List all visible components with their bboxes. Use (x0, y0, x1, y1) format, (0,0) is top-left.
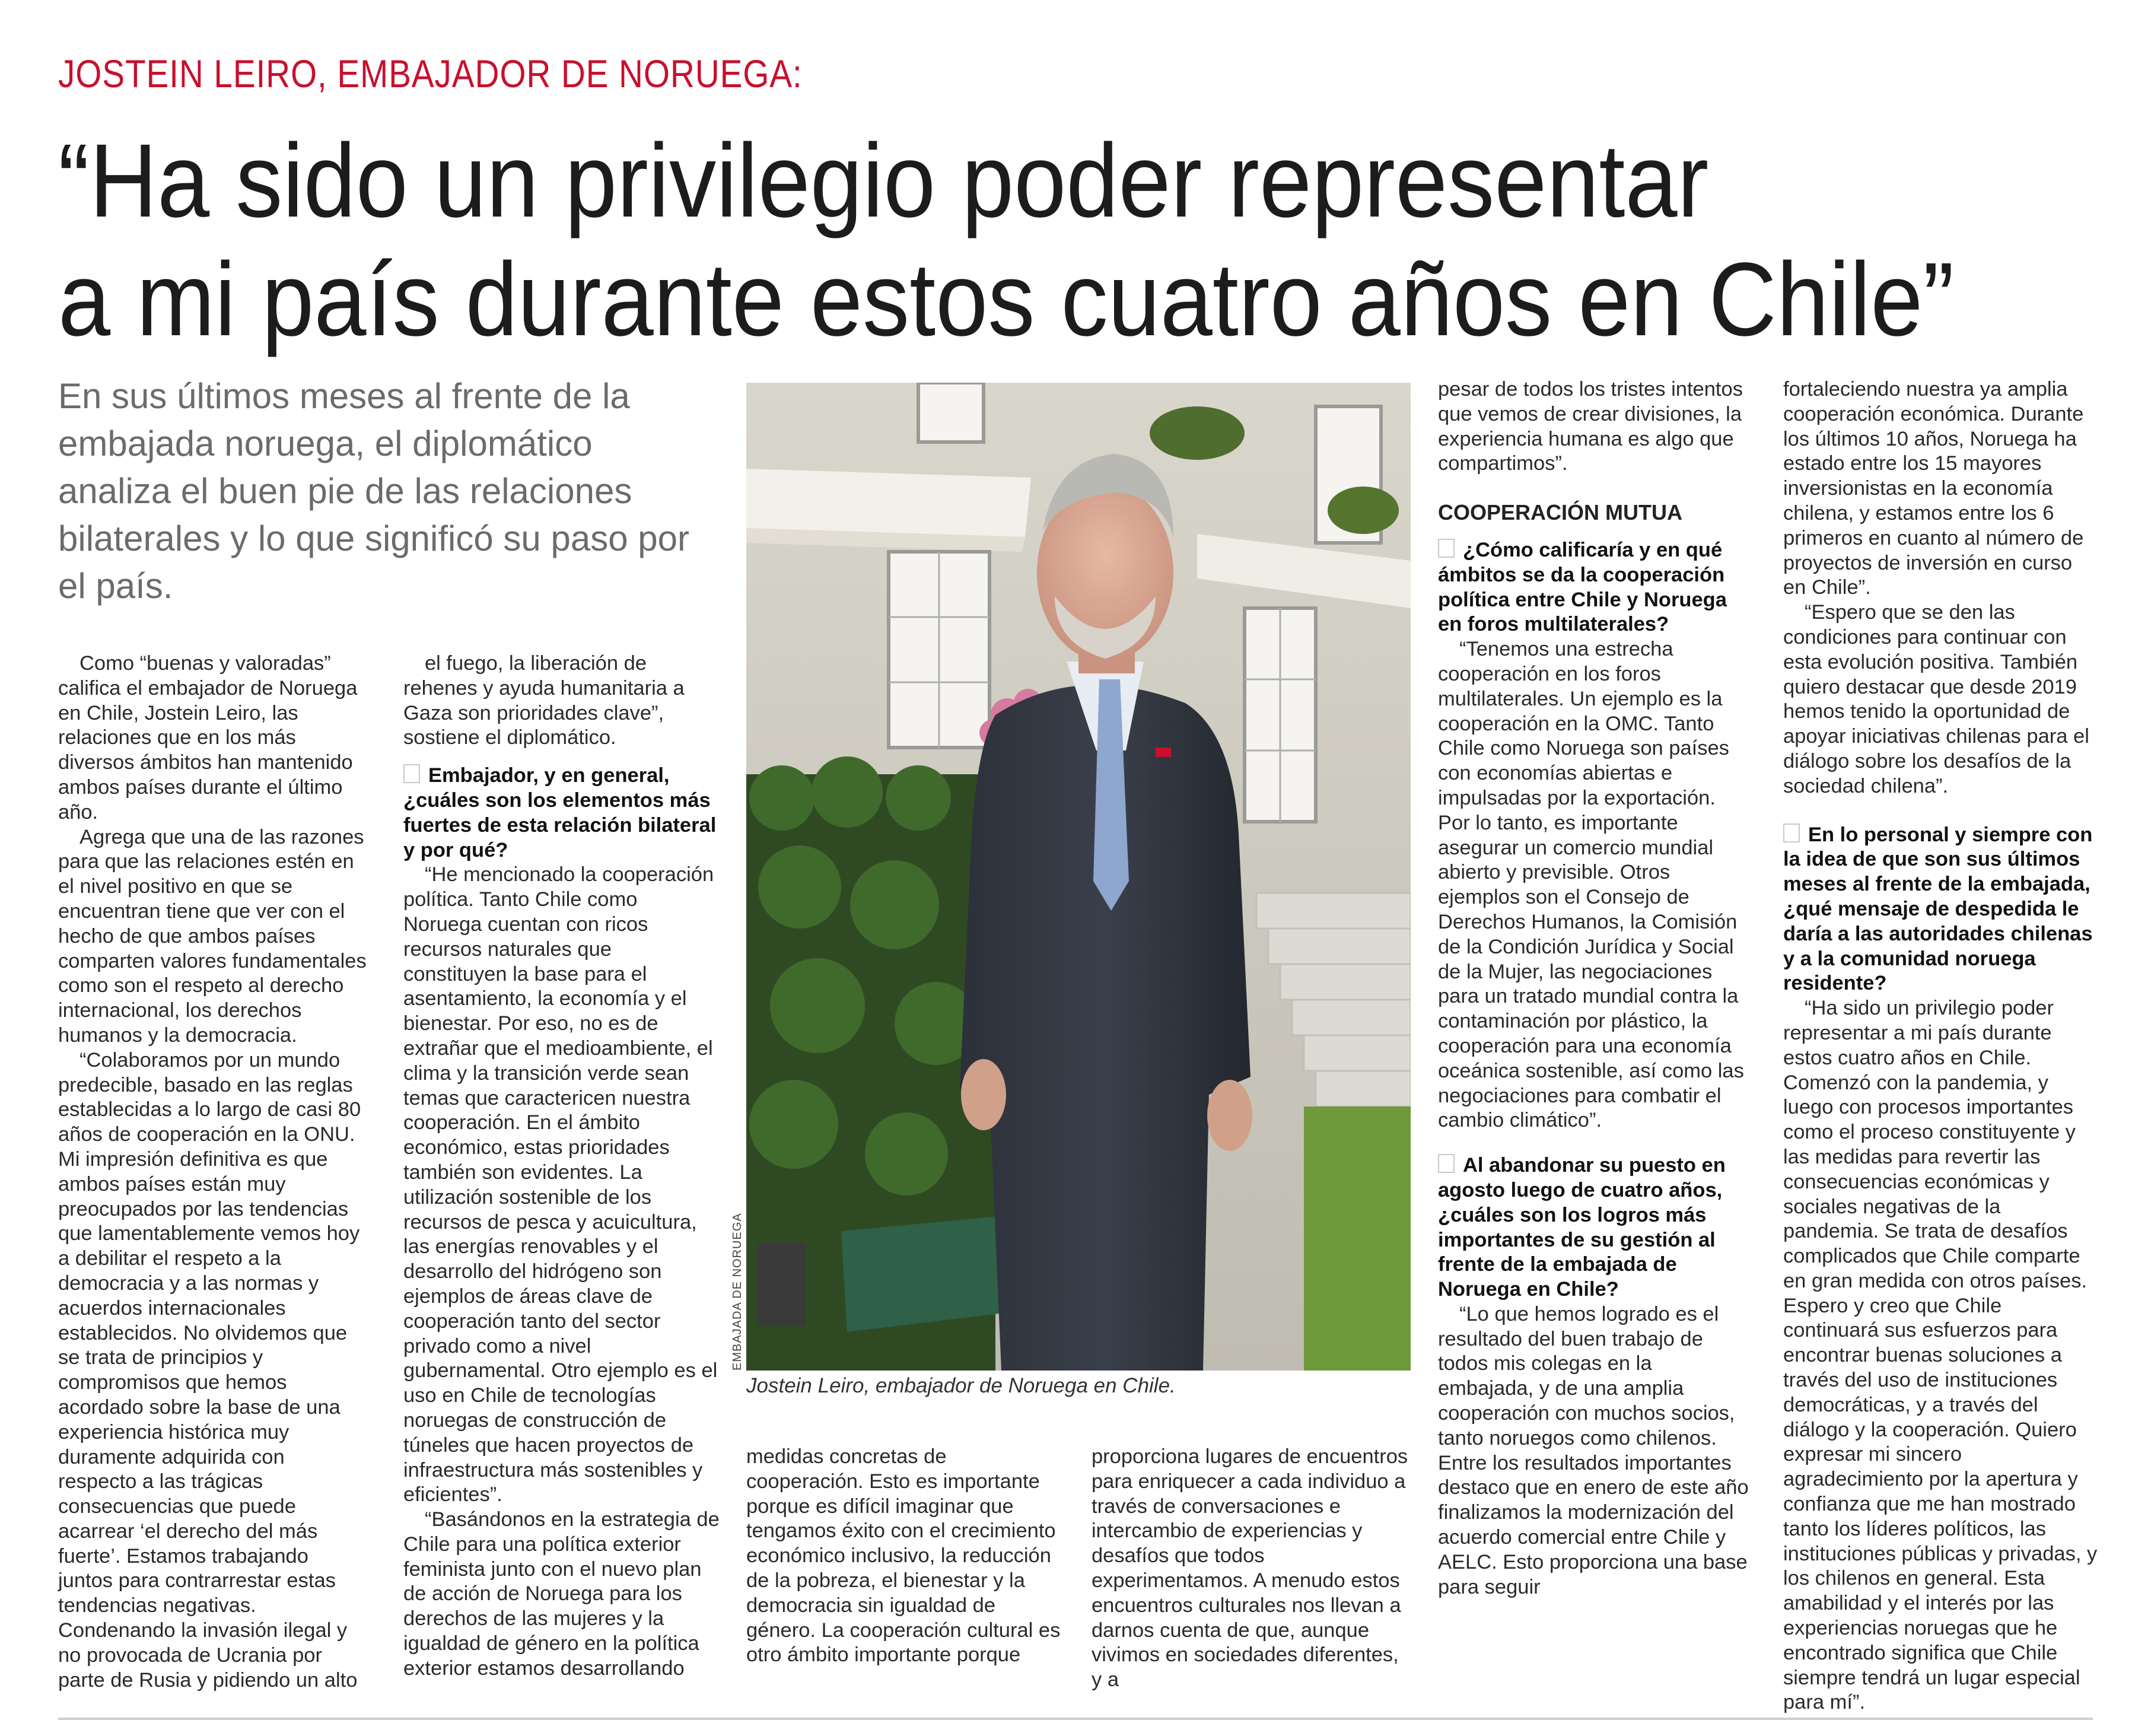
article-deck: En sus últimos meses al frente de la embajada noruega, el diplomático analiza el buen pie de las relaciones bilaterales y lo que significó su paso por el país. (58, 376, 689, 606)
column-1 (58, 651, 367, 1693)
paragraph: pesar de todos los tristes intentos que vemos de crear divisiones, la experiencia humana es algo que compartimos”. (1438, 378, 1743, 475)
interview-question (403, 764, 721, 863)
article-headline (58, 122, 1954, 359)
footer-divider (58, 1718, 2093, 1720)
interview-question (1783, 823, 2098, 997)
interview-question (1438, 1153, 1752, 1302)
interview-question (1438, 538, 1752, 637)
question-text: En lo personal y siempre con la idea de que son sus últimos meses al frente de la embajada, ¿qué mensaje de despedida le daría a las autoridades chilenas y a la comunidad noruega residente? (1783, 823, 2093, 995)
paragraph: “Tenemos una estrecha cooperación en los foros multilaterales. Un ejemplo es la cooperación en la OMC. Tanto Chile como Noruega son países con economías abiertas e impulsadas por la exportación. Por lo tanto, es importante asegurar un comercio mundial abierto y previsible. Otros ejemplos son el Consejo de Derechos Humanos, la Comisión de la Condición Jurídica y Social de la Mujer, las negociaciones para un tratado mundial contra la contaminación por plástico, la cooperación para una economía oceánica sostenible, así como las negociaciones para combatir el cambio climático”. (1438, 638, 1744, 1132)
paragraph: “Ha sido un privilegio poder representar a mi país durante estos cuatro años en Chile. Comenzó con la pandemia, y luego con procesos importantes como el proceso constituyente y las medidas para revertir las consecuencias económicas y sociales negativas de la pandemia. Se trata de desafíos complicados que Chile comparte en gran medida con otros países. Espero y creo que Chile continuará sus esfuerzos para encontrar buenas soluciones a través del uso de instituciones democráticas, y a través del diálogo y la cooperación. Quiero expresar mi sincero agradecimiento por la apertura y confianza que me han mostrado tanto los líderes políticos, las instituciones públicas y privadas, y los chilenos en general. Esta amabilidad y el interés por las experiencias noruegas que he encontrado significa que Chile siempre tendrá un lugar especial para mí”. (1783, 997, 2098, 1714)
photo-illustration (746, 383, 1411, 1371)
column-2 (403, 651, 721, 1681)
paragraph: proporciona lugares de encuentros para enriquecer a cada individuo a través de conversaciones e intercambio de experiencias y desafíos que todos experimentamos. A menudo estos encuentros culturales nos llevan a darnos cuenta de que, aunque vivimos en sociedades diferentes, y a (1092, 1445, 1408, 1692)
column-5 (1438, 377, 1752, 1600)
question-bullet-icon (403, 764, 420, 783)
ambassador-photo (746, 383, 1411, 1371)
question-bullet-icon (1783, 824, 1800, 842)
headline-line-2: a mi país durante estos cuatro años en Chile” (58, 241, 1955, 358)
photo-caption: Jostein Leiro, embajador de Noruega en Chile. (746, 1374, 1176, 1397)
paragraph: fortaleciendo nuestra ya amplia cooperación económica. Durante los últimos 10 años, Noruega ha estado entre los 15 mayores inversionistas en la economía chilena, y estamos entre los 6 primeros en cuanto al número de proyectos de inversión en curso en Chile”. (1783, 378, 2084, 599)
question-text: Embajador, y en general, ¿cuáles son los elementos más fuertes de esta relación bilateral y por qué? (403, 764, 717, 861)
photo-credit: EMBAJADA DE NORUEGA (731, 1213, 744, 1371)
paragraph: Como “buenas y valoradas” califica el embajador de Noruega en Chile, Jostein Leiro, las relaciones que en los más diversos ámbitos han mantenido ambos países durante el último año. (58, 652, 358, 824)
paragraph: “Basándonos en la estrategia de Chile para una política exterior feminista junto con el nuevo plan de acción de Noruega para los derechos de las mujeres y la igualdad de género en la política exterior estamos desarrollando (403, 1508, 720, 1680)
article-kicker: JOSTEIN LEIRO, EMBAJADOR DE NORUEGA: (58, 52, 803, 96)
paragraph: “Lo que hemos logrado es el resultado del buen trabajo de todos mis colegas en la embajada, y de una amplia cooperación con muchos socios, tanto noruegos como chilenos. Entre los resultados importantes destaco que en enero de este año finalizamos la modernización del acuerdo comercial entre Chile y AELC. Esto proporciona una base para seguir (1438, 1302, 1749, 1598)
column-6 (1783, 377, 2098, 1715)
paragraph: medidas concretas de cooperación. Esto es importante porque es difícil imaginar que tengamos éxito con el crecimiento económico inclusivo, la reducción de la pobreza, el bienestar y la democracia sin igualdad de género. La cooperación cultural es otro ámbito importante porque (746, 1445, 1061, 1667)
question-bullet-icon (1438, 1154, 1455, 1173)
paragraph: “He mencionado la cooperación política. Tanto Chile como Noruega cuentan con ricos recursos naturales que constituyen la base para el asentamiento, la economía y el bienestar. Por eso, no es de extrañar que el medioambiente, el clima y la transición verde sean temas que caractericen nuestra cooperación. En el ámbito económico, estas prioridades también son evidentes. La utilización sostenible de los recursos de pesca y acuicultura, las energías renovables y el desarrollo del hidrógeno son ejemplos de áreas clave de cooperación tanto del sector privado como a nivel gubernamental. Otro ejemplo es el uso en Chile de tecnologías noruegas de construcción de túneles que hacen proyectos de infraestructura más sostenibles y eficientes”. (403, 863, 718, 1506)
question-text: ¿Cómo calificaría y en qué ámbitos se da la cooperación política entre Chile y Noruega en foros multilaterales? (1438, 538, 1727, 636)
paragraph: “Colaboramos por un mundo predecible, basado en las reglas establecidas a lo largo de casi 80 años de cooperación en la ONU. Mi impresión definitiva es que ambos países están muy preocupados por las tendencias que lamentablemente vemos hoy a debilitar el respeto a la democracia y a las normas y acuerdos internacionales establecidos. No olvidemos que se trata de principios y compromisos que hemos acordado sobre la base de una experiencia histórica muy duramente adquirida con respecto a las trágicas consecuencias que puede acarrear ‘el derecho del más fuerte’. Estamos trabajando juntos para contrarrestar estas tendencias negativas. Condenando la invasión ilegal y no provocada de Ucrania por parte de Rusia y pidiendo un alto (58, 1048, 361, 1692)
paragraph: “Espero que se den las condiciones para continuar con esta evolución positiva. También quiero destacar que desde 2019 hemos tenido la oportunidad de apoyar iniciativas chilenas para el diálogo sobre los desafíos de la sociedad chilena”. (1783, 601, 2089, 797)
question-bullet-icon (1438, 539, 1455, 558)
question-text: Al abandonar su puesto en agosto luego de cuatro años, ¿cuáles son los logros más importantes de su gestión al frente de la embajada de Noruega en Chile? (1438, 1154, 1726, 1301)
column-3 (746, 1445, 1067, 1668)
paragraph: Agrega que una de las razones para que las relaciones estén en el nivel positivo en que se encuentran tiene que ver con el hecho de que ambos países comparten valores fundamentales como son el respeto al derecho internacional, los derechos humanos y la democracia. (58, 825, 367, 1047)
section-heading: COOPERACIÓN MUTUA (1438, 500, 1682, 525)
paragraph: el fuego, la liberación de rehenes y ayuda humanitaria a Gaza son prioridades clave”, sostiene el diplomático. (403, 652, 685, 749)
headline-line-1: “Ha sido un privilegio poder representar (58, 123, 1709, 239)
column-4 (1092, 1445, 1412, 1693)
